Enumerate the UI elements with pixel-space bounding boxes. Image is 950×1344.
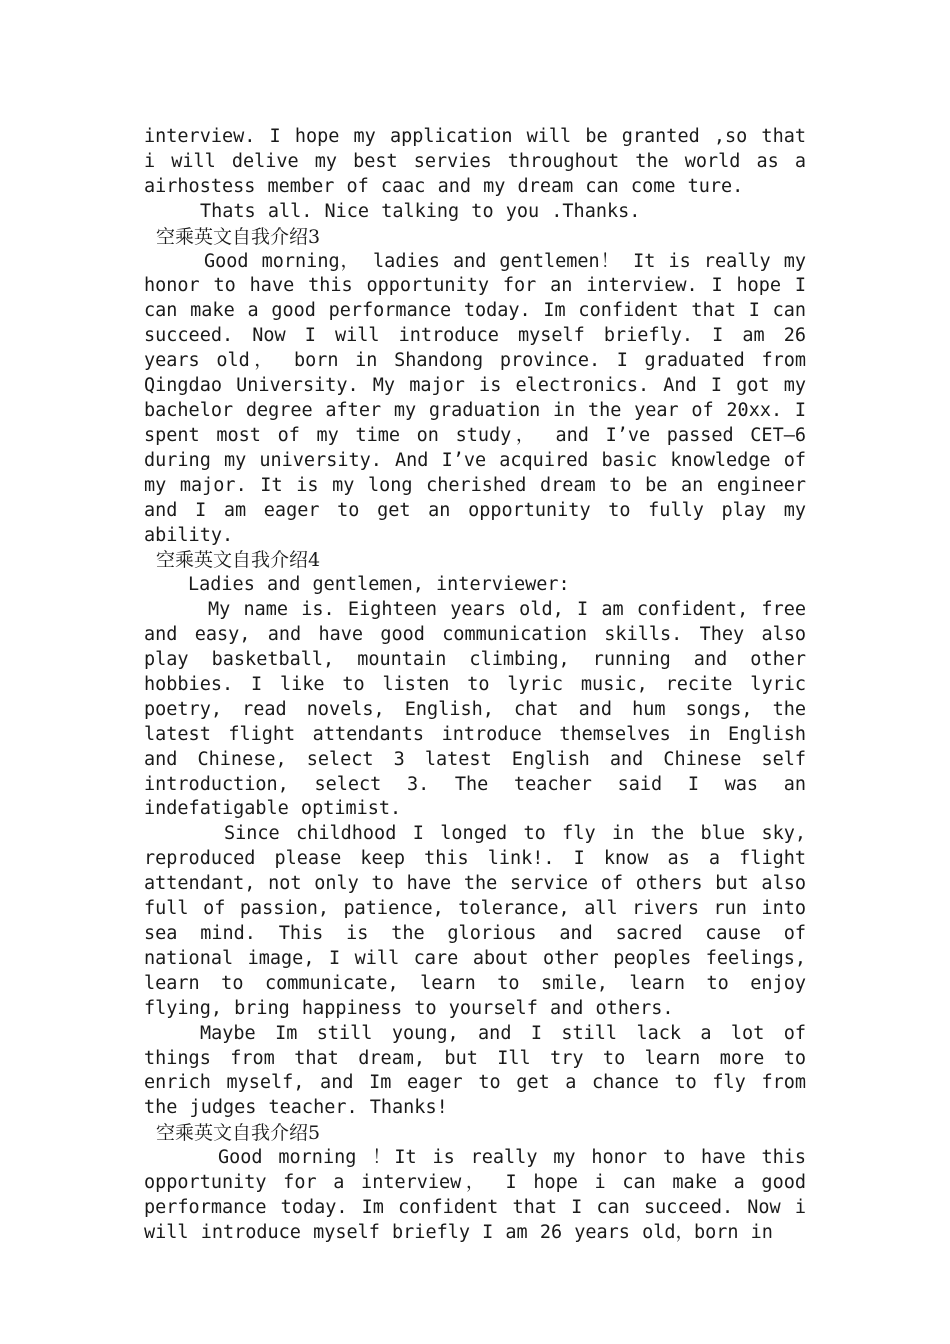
section-heading-3: 空乘英文自我介绍3 [156, 225, 321, 248]
paragraph-3-1: Good morning， ladies and gentlemen！ It is really my honor to have this opportunity for an interview. I hope I can make a good performance today. Im confident that I can succeed. Now I will introduce myself briefly. I am 26 years old， born in Shandong province. I graduated from Qingdao University. My major is electronics. And I got my bachelor degree after my graduation in the year of 20xx. I spent most of my time on study， and I’ve passed CET—6 during my university. And I’ve acquired basic knowledge of my major. It is my long cherished dream to be an engineer and I am eager to get an opportunity to fully play my ability. [144, 250, 806, 546]
paragraph-closing: Thats all. Nice talking to you .Thanks. [200, 200, 641, 222]
paragraph-4-1: Ladies and gentlemen, interviewer: [188, 574, 570, 596]
section-heading-5: 空乘英文自我介绍5 [156, 1122, 321, 1145]
paragraph-intro-tail: interview. I hope my application will be granted ,so that i will delive my best servies throughout the world as a airhostess member of caac and my dream can come ture. [144, 126, 806, 197]
paragraph-5-1: Good morning ！It is really my honor to have this opportunity for a interview， I hope i can make a good performance today. Im confident that I can succeed. Now i will introduce myself briefly I am 26 years old，born in [144, 1147, 806, 1243]
paragraph-4-4: Maybe Im still young, and I still lack a lot of things from that dream, but Ill try to learn more to enrich myself, and Im eager to get a chance to fly from the judges teacher. Thanks! [144, 1022, 806, 1119]
section-heading-4: 空乘英文自我介绍4 [156, 549, 321, 572]
document-body [144, 125, 806, 1246]
paragraph-4-3: Since childhood I longed to fly in the blue sky, reproduced please keep this link!. I know as a flight attendant, not only to have the service of others but also full of passion, patience, tolerance, all rivers run into sea mind. This is the glorious and sacred cause of national image, I will care about other peoples feelings, learn to communicate, learn to smile, learn to enjoy flying, bring happiness to yourself and others. [144, 823, 806, 1019]
paragraph-4-2: My name is. Eighteen years old, I am confident, free and easy, and have good communication skills. They also play basketball, mountain climbing, running and other hobbies. I like to listen to lyric music, recite lyric poetry, read novels, English, chat and hum songs, the latest flight attendants introduce themselves in English and Chinese, select 3 latest English and Chinese self introduction, select 3. The teacher said I was an indefatigable optimist. [144, 599, 806, 820]
